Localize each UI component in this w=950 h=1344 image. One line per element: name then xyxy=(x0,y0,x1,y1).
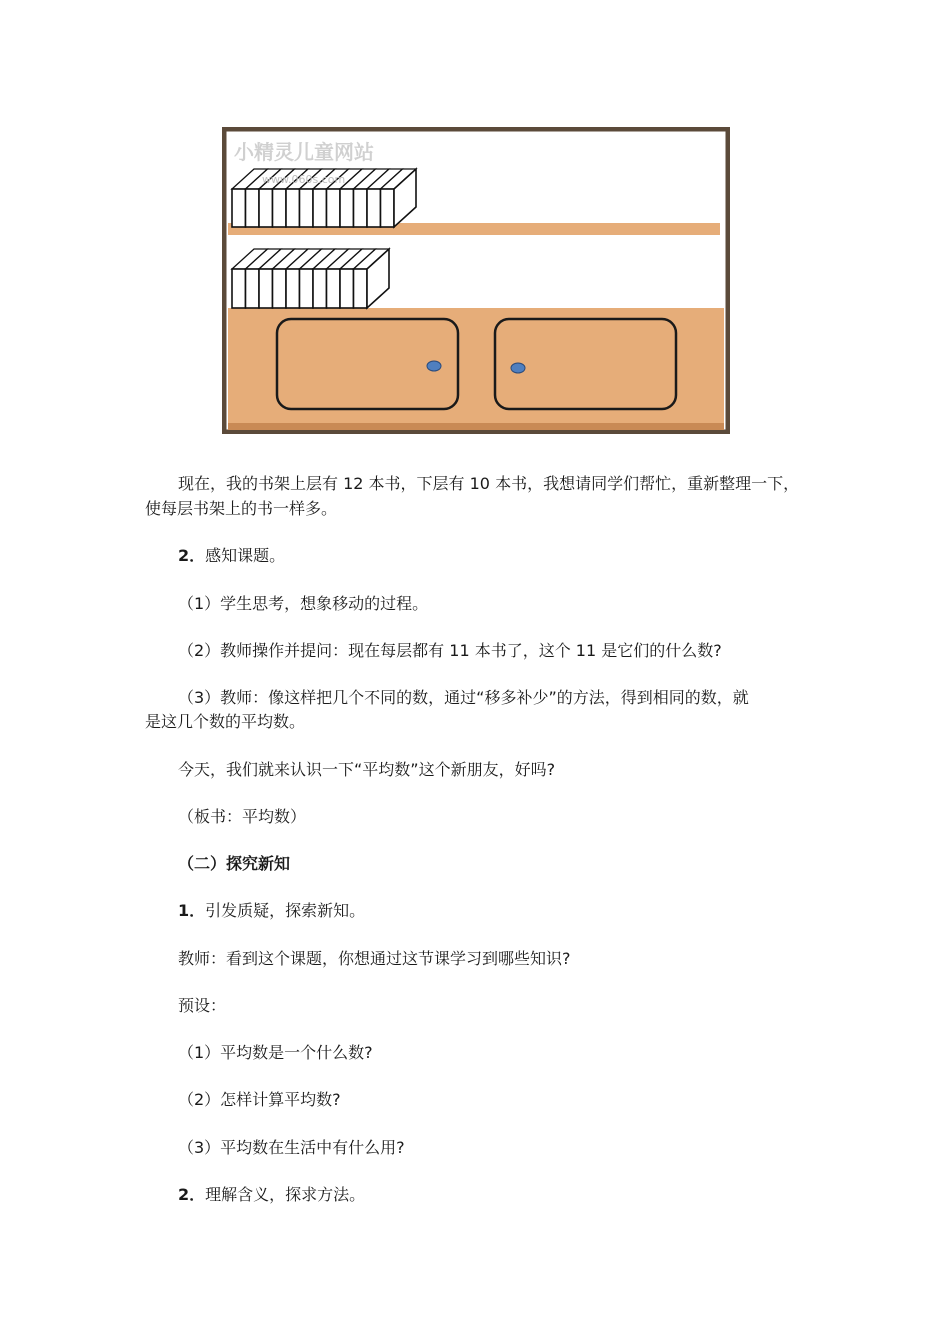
watermark-text: 小精灵儿童网站 xyxy=(234,140,374,164)
preset-1: （1）平均数是一个什么数? xyxy=(178,1043,373,1062)
step-2: （2）教师操作并提问：现在每层都有 11 本书了，这个 11 是它们的什么数? xyxy=(178,641,722,660)
item-2-heading: 2．理解含义，探求方法。 xyxy=(178,1185,366,1204)
bookshelf-illustration xyxy=(222,127,730,434)
section-explore-heading: （二）探究新知 xyxy=(178,854,291,873)
teacher-question: 教师：看到这个课题，你想通过这节课学习到哪些知识? xyxy=(178,949,571,968)
step-1: （1）学生思考，想象移动的过程。 xyxy=(178,594,429,613)
step-3-line2: 是这几个数的平均数。 xyxy=(145,712,306,731)
section-2-heading: 2．感知课题。 xyxy=(178,546,286,565)
preset-2: （2）怎样计算平均数? xyxy=(178,1090,341,1109)
preset-3: （3）平均数在生活中有什么用? xyxy=(178,1138,405,1157)
watermark-url: www.060s.com xyxy=(262,173,346,186)
right-door-knob xyxy=(511,363,525,373)
board-note: （板书：平均数） xyxy=(178,807,307,826)
today-paragraph: 今天，我们就来认识一下“平均数”这个新朋友，好吗? xyxy=(178,760,556,779)
step-3-line1: （3）教师：像这样把几个不同的数，通过“移多补少”的方法，得到相同的数，就 xyxy=(178,688,749,707)
left-door-knob xyxy=(427,361,441,371)
paragraph-intro-line2: 使每层书架上的书一样多。 xyxy=(145,499,338,518)
presets-label: 预设： xyxy=(178,996,227,1015)
item-1-heading: 1．引发质疑，探索新知。 xyxy=(178,901,366,920)
paragraph-intro-line1: 现在，我的书架上层有 12 本书，下层有 10 本书，我想请同学们帮忙，重新整理一下， xyxy=(178,474,800,493)
bottom-shelf-books xyxy=(232,249,389,308)
